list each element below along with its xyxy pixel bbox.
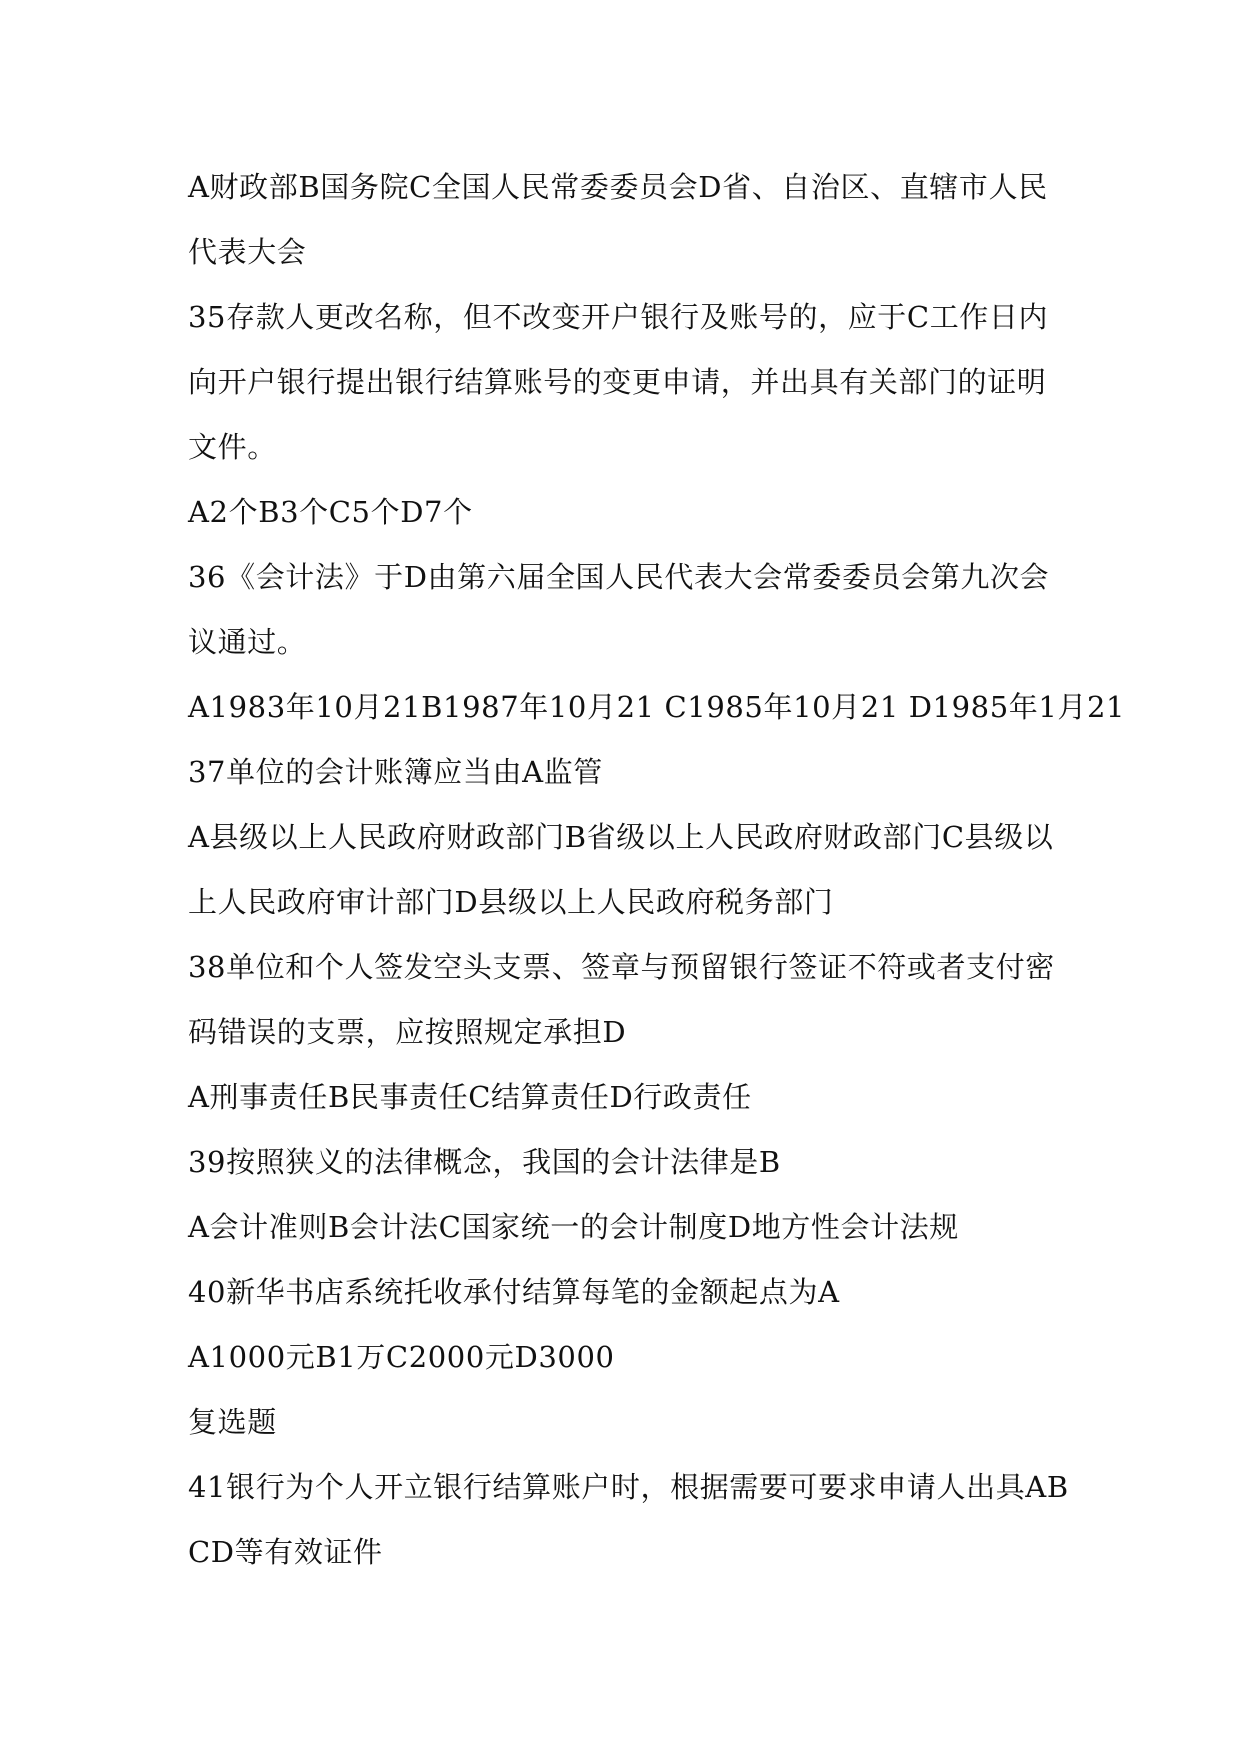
text-line: 35存款人更改名称，但不改变开户银行及账号的，应于C工作日内 <box>188 300 1049 334</box>
text-line: 37单位的会计账簿应当由A监管 <box>188 755 603 789</box>
text-line: 39按照狭义的法律概念，我国的会计法律是B <box>188 1145 781 1179</box>
text-line: 向开户银行提出银行结算账号的变更申请，并出具有关部门的证明 <box>188 365 1047 399</box>
section-heading: 复选题 <box>188 1405 277 1439</box>
text-line: A1983年10月21B1987年10月21 C1985年10月21 D1985年1月21 <box>188 690 1126 724</box>
text-line: 代表大会 <box>188 235 307 269</box>
document-body <box>188 155 1126 1585</box>
text-line: 议通过。 <box>188 625 307 659</box>
text-line: CD等有效证件 <box>188 1535 383 1569</box>
text-line: A县级以上人民政府财政部门B省级以上人民政府财政部门C县级以 <box>188 820 1054 854</box>
text-line: 码错误的支票，应按照规定承担D <box>188 1015 627 1049</box>
text-line: A刑事责任B民事责任C结算责任D行政责任 <box>188 1080 752 1114</box>
text-line: 41银行为个人开立银行结算账户时，根据需要可要求申请人出具AB <box>188 1470 1069 1504</box>
text-line: A财政部B国务院C全国人民常委委员会D省、自治区、直辖市人民 <box>188 170 1048 204</box>
text-line: A会计准则B会计法C国家统一的会计制度D地方性会计法规 <box>188 1210 959 1244</box>
text-line: 36《会计法》于D由第六届全国人民代表大会常委委员会第九次会 <box>188 560 1050 594</box>
text-line: 上人民政府审计部门D县级以上人民政府税务部门 <box>188 885 834 919</box>
text-line: 40新华书店系统托收承付结算每笔的金额起点为A <box>188 1275 840 1309</box>
text-line: A2个B3个C5个D7个 <box>188 495 473 529</box>
text-line: 文件。 <box>188 430 277 464</box>
text-line: A1000元B1万C2000元D3000 <box>188 1340 615 1374</box>
text-line: 38单位和个人签发空头支票、签章与预留银行签证不符或者支付密 <box>188 950 1055 984</box>
